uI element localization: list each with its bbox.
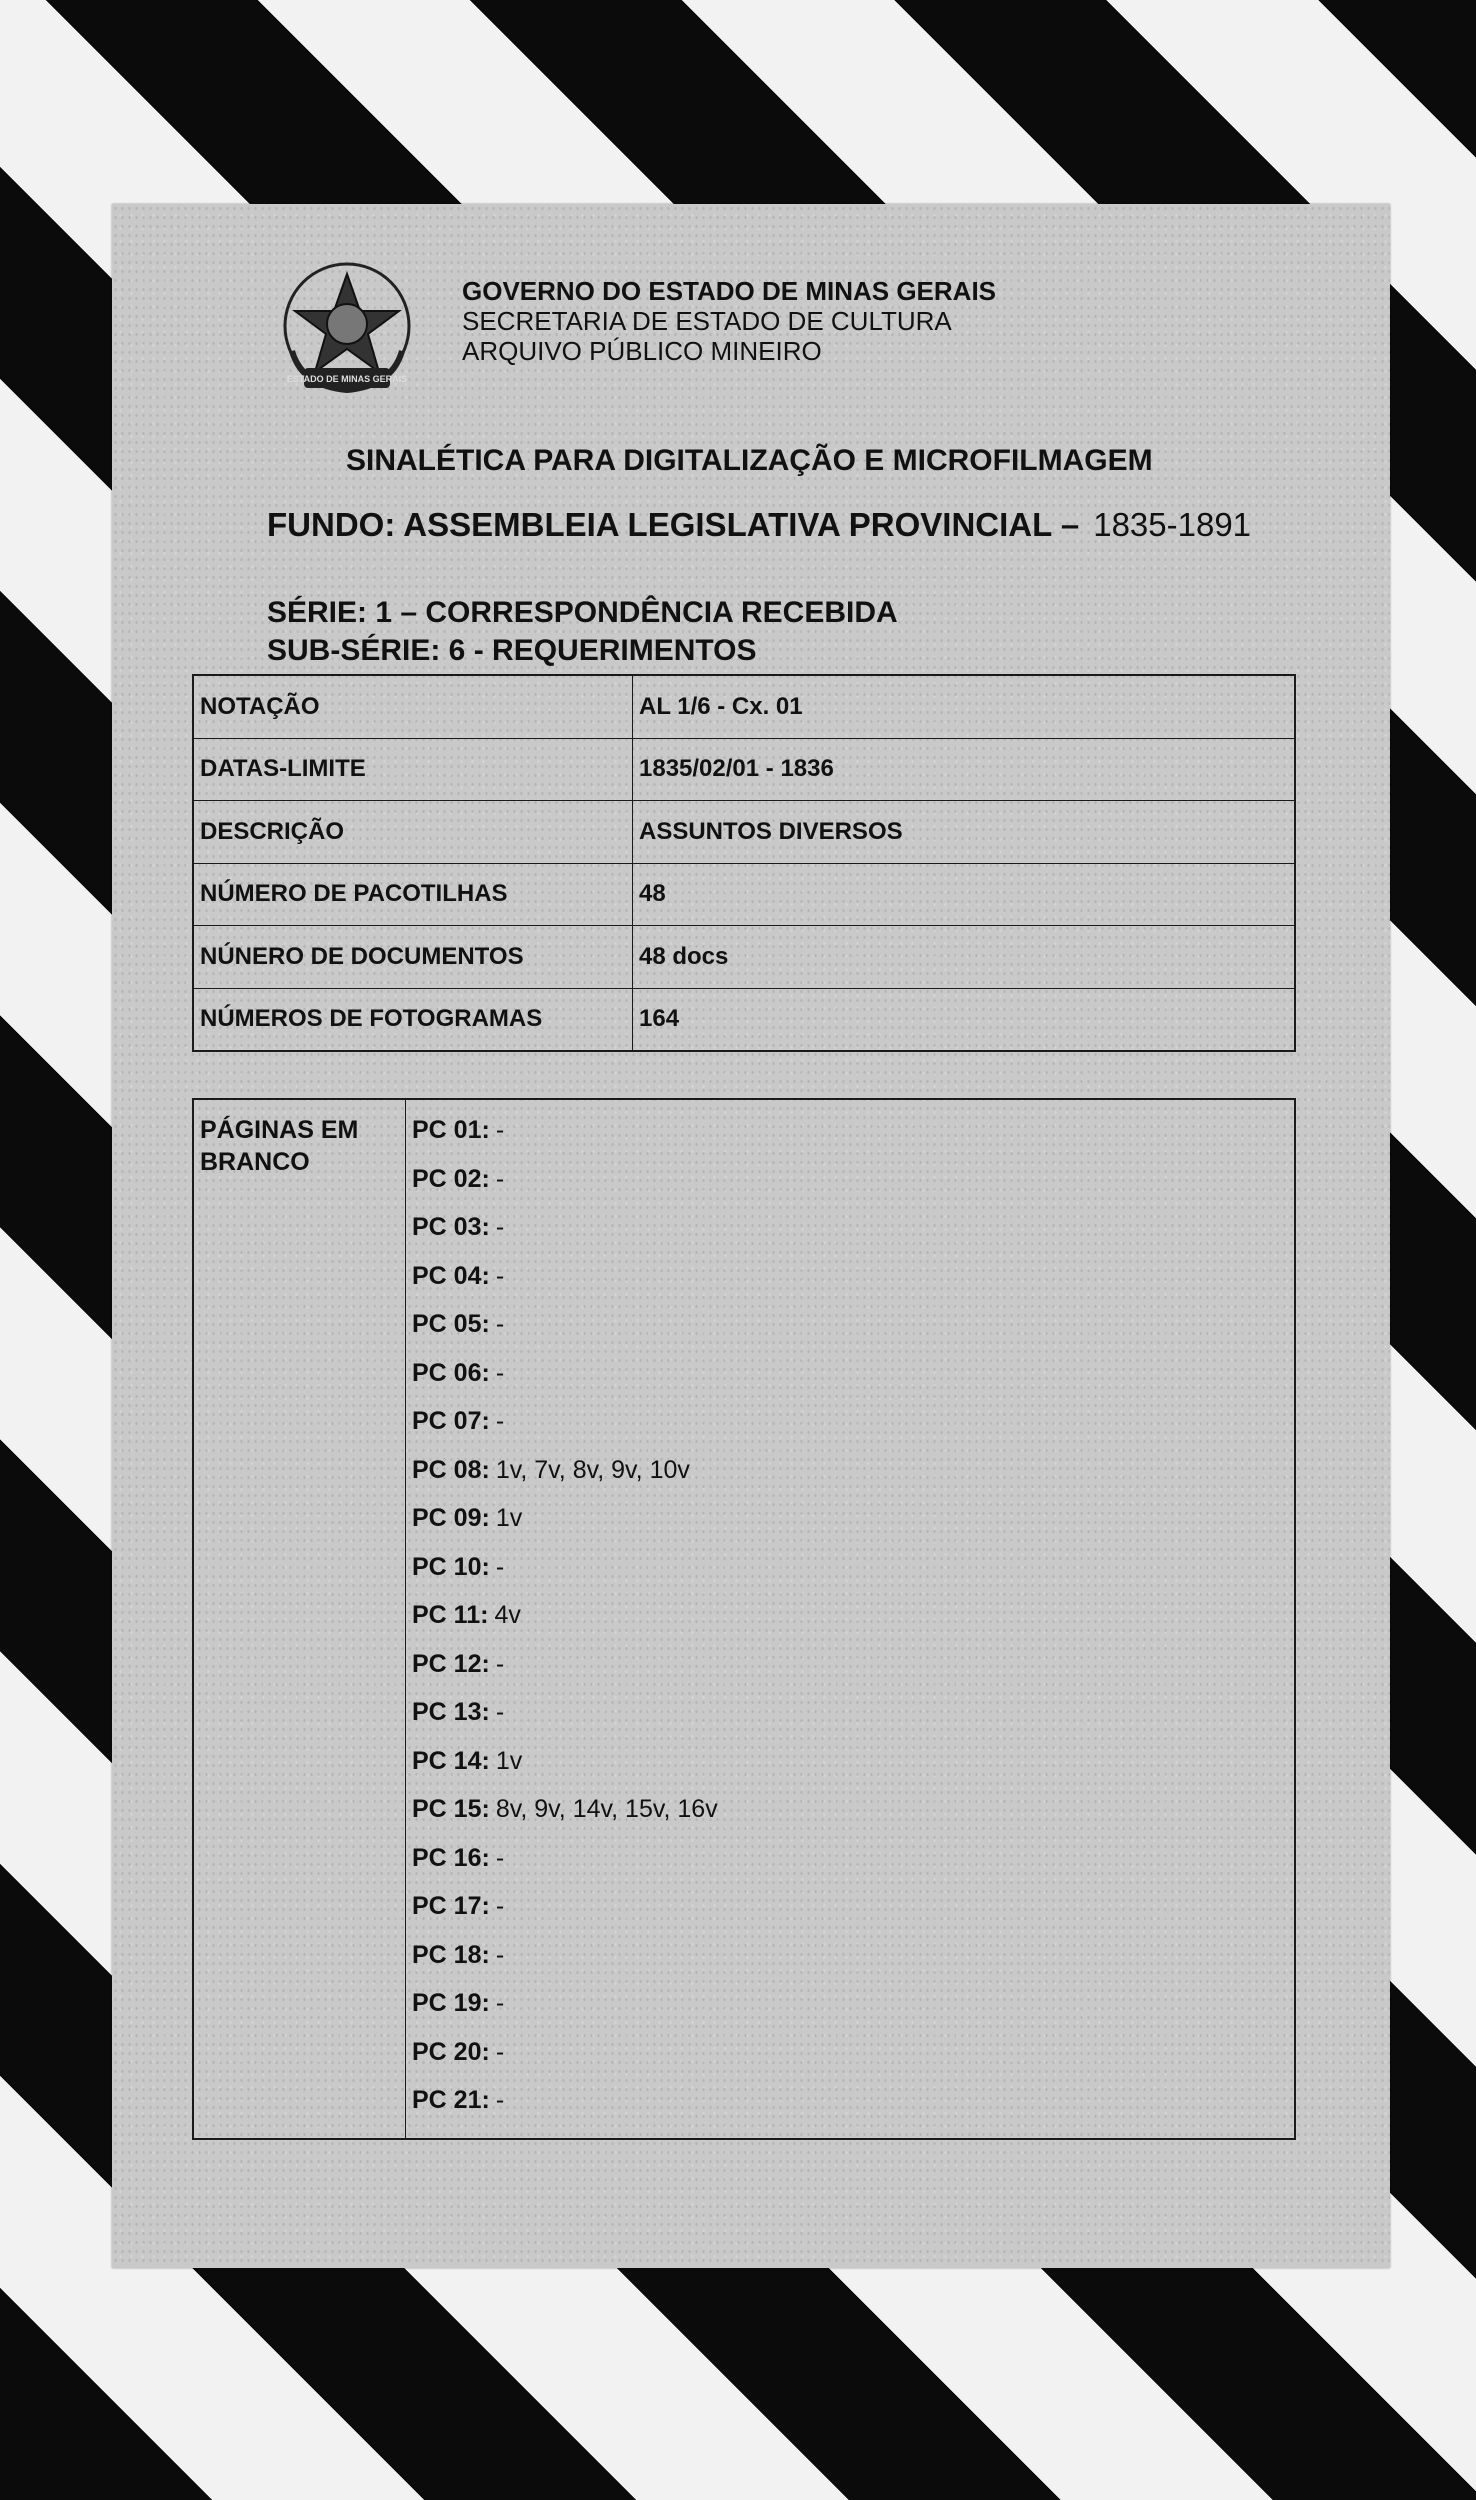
list-item — [412, 1163, 1284, 1212]
table-row — [193, 926, 1295, 989]
pc-code: PC 06: — [412, 1358, 490, 1387]
row-value: 1835/02/01 - 1836 — [633, 738, 1296, 801]
pc-code: PC 21: — [412, 2086, 490, 2114]
row-value: 164 — [633, 988, 1296, 1051]
pc-code: PC 15: — [412, 1795, 490, 1823]
pc-code: PC 20: — [412, 2037, 490, 2066]
row-value: 48 docs — [633, 926, 1296, 989]
list-item — [412, 1454, 1284, 1503]
state-seal-icon — [272, 256, 422, 406]
header-archive: ARQUIVO PÚBLICO MINEIRO — [462, 336, 822, 366]
pc-code: PC 14: — [412, 1746, 490, 1775]
row-value: 48 — [633, 863, 1296, 926]
fundo-line — [267, 506, 1251, 544]
table-row — [193, 738, 1295, 801]
pc-code: PC 10: — [412, 1552, 490, 1581]
pc-code: PC 03: — [412, 1213, 490, 1241]
pc-pages: 1v — [495, 1746, 523, 1775]
pc-pages: 1v — [495, 1504, 523, 1532]
pc-pages: - — [495, 1843, 505, 1872]
list-item — [412, 1987, 1284, 2036]
pc-pages: 8v, 9v, 14v, 15v, 16v — [495, 1795, 718, 1823]
pc-code: PC 08: — [412, 1455, 490, 1484]
row-label: NÚMEROS DE FOTOGRAMAS — [193, 988, 633, 1051]
pc-pages: - — [495, 1310, 505, 1338]
list-item — [412, 1551, 1284, 1600]
document-title: SINALÉTICA PARA DIGITALIZAÇÃO E MICROFILMAGEM — [346, 444, 1153, 477]
list-item — [412, 1793, 1284, 1842]
pc-pages: - — [495, 2037, 505, 2066]
info-table — [192, 674, 1296, 1052]
pc-pages: - — [495, 1649, 505, 1678]
list-item — [412, 2084, 1284, 2133]
pc-code: PC 07: — [412, 1407, 490, 1435]
pc-pages: - — [495, 1552, 505, 1581]
pc-pages: - — [495, 1213, 505, 1241]
blank-pages-box — [192, 1098, 1296, 2140]
pc-pages: - — [495, 2086, 505, 2114]
pc-pages: - — [495, 1164, 505, 1193]
svg-text:ESTADO DE MINAS GERAIS: ESTADO DE MINAS GERAIS — [286, 374, 408, 384]
pc-pages: - — [495, 1261, 505, 1290]
list-item — [412, 1502, 1284, 1551]
table-row — [193, 863, 1295, 926]
list-item — [412, 1842, 1284, 1891]
serie-line: SÉRIE: 1 – CORRESPONDÊNCIA RECEBIDA — [267, 596, 898, 629]
pc-code: PC 13: — [412, 1698, 490, 1726]
pc-code: PC 01: — [412, 1116, 490, 1144]
pc-code: PC 09: — [412, 1504, 490, 1532]
pc-code: PC 17: — [412, 1892, 490, 1920]
table-row — [193, 988, 1295, 1051]
document-sheet — [112, 204, 1390, 2268]
list-item — [412, 1696, 1284, 1745]
list-item — [412, 1260, 1284, 1309]
row-label: NOTAÇÃO — [193, 675, 633, 738]
pc-code: PC 12: — [412, 1649, 490, 1678]
pc-code: PC 19: — [412, 1989, 490, 2017]
pc-pages: - — [495, 1698, 505, 1726]
list-item — [412, 1308, 1284, 1357]
pc-pages: 1v, 7v, 8v, 9v, 10v — [495, 1455, 690, 1484]
pc-pages: - — [495, 1940, 505, 1969]
header-secretariat: SECRETARIA DE ESTADO DE CULTURA — [462, 306, 952, 336]
list-item — [412, 1890, 1284, 1939]
row-label: NÚNERO DE DOCUMENTOS — [193, 926, 633, 989]
row-label: NÚMERO DE PACOTILHAS — [193, 863, 633, 926]
row-value: ASSUNTOS DIVERSOS — [633, 801, 1296, 864]
list-item — [412, 1357, 1284, 1406]
subserie-line: SUB-SÉRIE: 6 - REQUERIMENTOS — [267, 634, 757, 667]
row-label: DESCRIÇÃO — [193, 801, 633, 864]
table-row — [193, 801, 1295, 864]
blank-pages-list — [412, 1114, 1284, 2133]
list-item — [412, 1599, 1284, 1648]
list-item — [412, 1211, 1284, 1260]
blank-pages-label: PÁGINAS EM BRANCO — [194, 1100, 406, 2138]
list-item — [412, 2036, 1284, 2085]
header-government: GOVERNO DO ESTADO DE MINAS GERAIS — [462, 276, 997, 306]
pc-code: PC 16: — [412, 1843, 490, 1872]
pc-code: PC 11: — [412, 1601, 489, 1629]
row-value: AL 1/6 - Cx. 01 — [633, 675, 1296, 738]
list-item — [412, 1114, 1284, 1163]
fundo-years: 1835-1891 — [1093, 506, 1252, 543]
list-item — [412, 1648, 1284, 1697]
pc-code: PC 02: — [412, 1164, 490, 1193]
pc-code: PC 04: — [412, 1261, 490, 1290]
pc-pages: - — [495, 1358, 505, 1387]
row-label: DATAS-LIMITE — [193, 738, 633, 801]
pc-code: PC 05: — [412, 1310, 490, 1338]
pc-pages: - — [495, 1407, 505, 1435]
table-row — [193, 675, 1295, 738]
fundo-label: FUNDO: ASSEMBLEIA LEGISLATIVA PROVINCIAL – — [267, 506, 1080, 543]
list-item — [412, 1405, 1284, 1454]
list-item — [412, 1745, 1284, 1794]
pc-pages: - — [495, 1116, 505, 1144]
pc-code: PC 18: — [412, 1940, 490, 1969]
pc-pages: 4v — [494, 1601, 521, 1629]
list-item — [412, 1939, 1284, 1988]
pc-pages: - — [495, 1989, 505, 2017]
pc-pages: - — [495, 1892, 505, 1920]
